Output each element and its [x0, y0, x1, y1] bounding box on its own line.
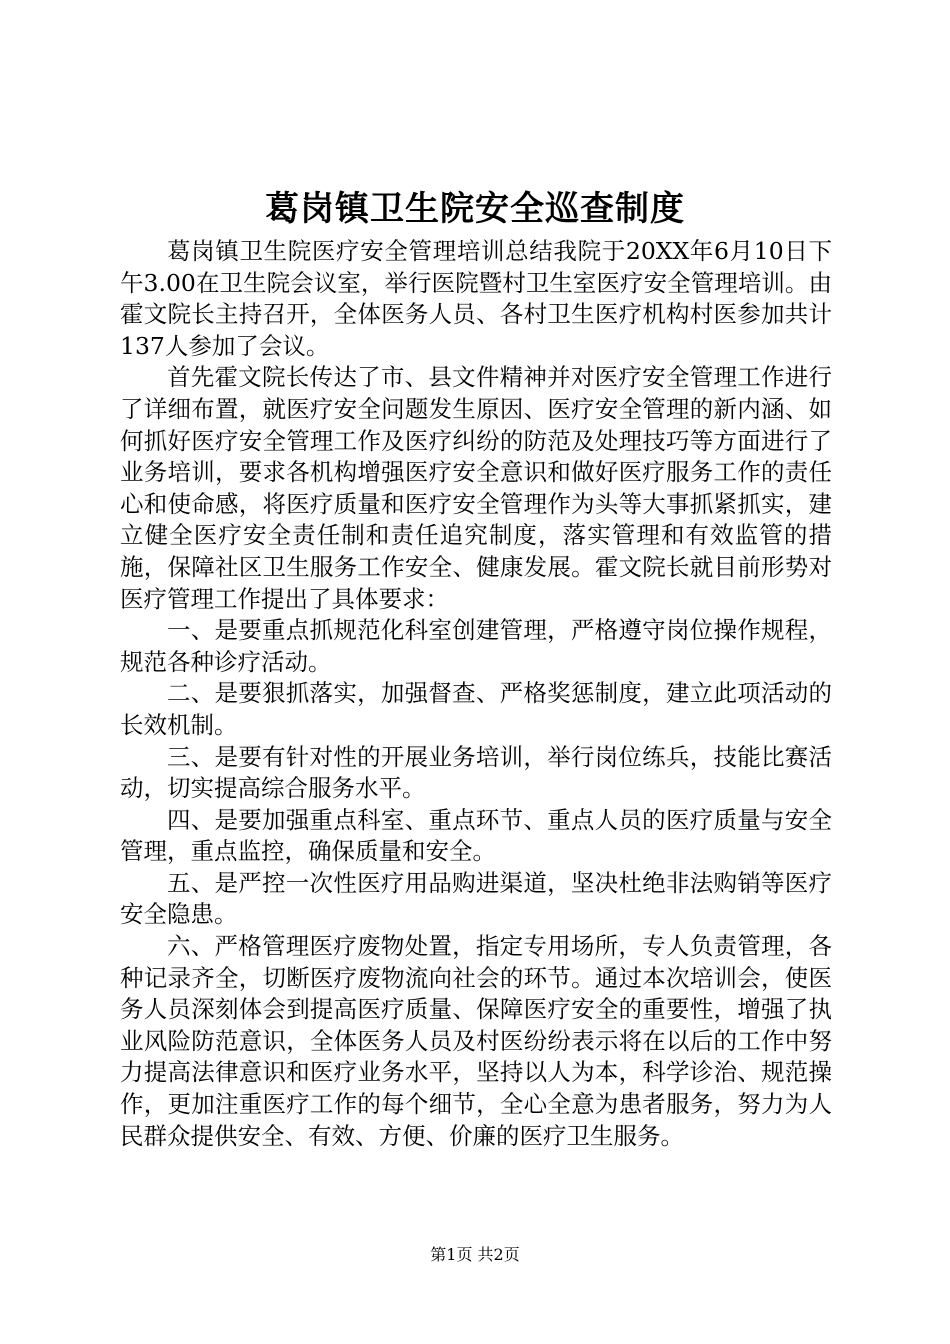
- paragraph-requirement-4: 四、是要加强重点科室、重点环节、重点人员的医疗质量与安全管理，重点监控，确保质量和安全。: [120, 805, 832, 866]
- document-title: 葛岗镇卫生院安全巡查制度: [265, 189, 685, 229]
- page-number-footer: 第1页 共2页: [430, 1245, 520, 1264]
- paragraph-requirement-2: 二、是要狠抓落实，加强督查、严格奖惩制度，建立此项活动的长效机制。: [120, 679, 832, 739]
- paragraph-arrangement: 首先霍文院长传达了市、县文件精神并对医疗安全管理工作进行了详细布置，就医疗安全问题发生原因、医疗安全管理的新内涵、如何抓好医疗安全管理工作及医疗纠纷的防范及处理技巧等方面进行了业务培训，要求各机构增强医疗安全意识和做好医疗服务工作的责任心和使命感，将医疗质量和医疗安全管理作为头等大事抓紧抓实，建立健全医疗安全责任制和责任追究制度，落实管理和有效监管的措施，保障社区卫生服务工作安全、健康发展。霍文院长就目前形势对医疗管理工作提出了具体要求：: [120, 363, 832, 613]
- paragraph-requirement-3: 三、是要有针对性的开展业务培训，举行岗位练兵，技能比赛活动，切实提高综合服务水平。: [120, 742, 832, 803]
- paragraph-intro: 葛岗镇卫生院医疗安全管理培训总结我院于20XX年6月10日下午3.00在卫生院会议室，举行医院暨村卫生室医疗安全管理培训。由霍文院长主持召开，全体医务人员、各村卫生医疗机构村医参加共计137人参加了会议。: [120, 237, 832, 360]
- paragraph-requirement-1: 一、是要重点抓规范化科室创建管理，严格遵守岗位操作规程，规范各种诊疗活动。: [120, 616, 832, 676]
- document-body: [120, 236, 832, 1152]
- paragraph-requirement-5: 五、是严控一次性医疗用品购进渠道，坚决杜绝非法购销等医疗安全隐患。: [120, 868, 832, 929]
- paragraph-requirement-6: 六、严格管理医疗废物处置，指定专用场所，专人负责管理，各种记录齐全，切断医疗废物流向社会的环节。通过本次培训会，使医务人员深刻体会到提高医疗质量、保障医疗安全的重要性，增强了执业风险防范意识，全体医务人员及村医纷纷表示将在以后的工作中努力提高法律意识和医疗业务水平，坚持以人为本，科学诊治、规范操作，更加注重医疗工作的每个细节，全心全意为患者服务，努力为人民群众提供安全、有效、方便、价廉的医疗卫生服务。: [120, 932, 832, 1150]
